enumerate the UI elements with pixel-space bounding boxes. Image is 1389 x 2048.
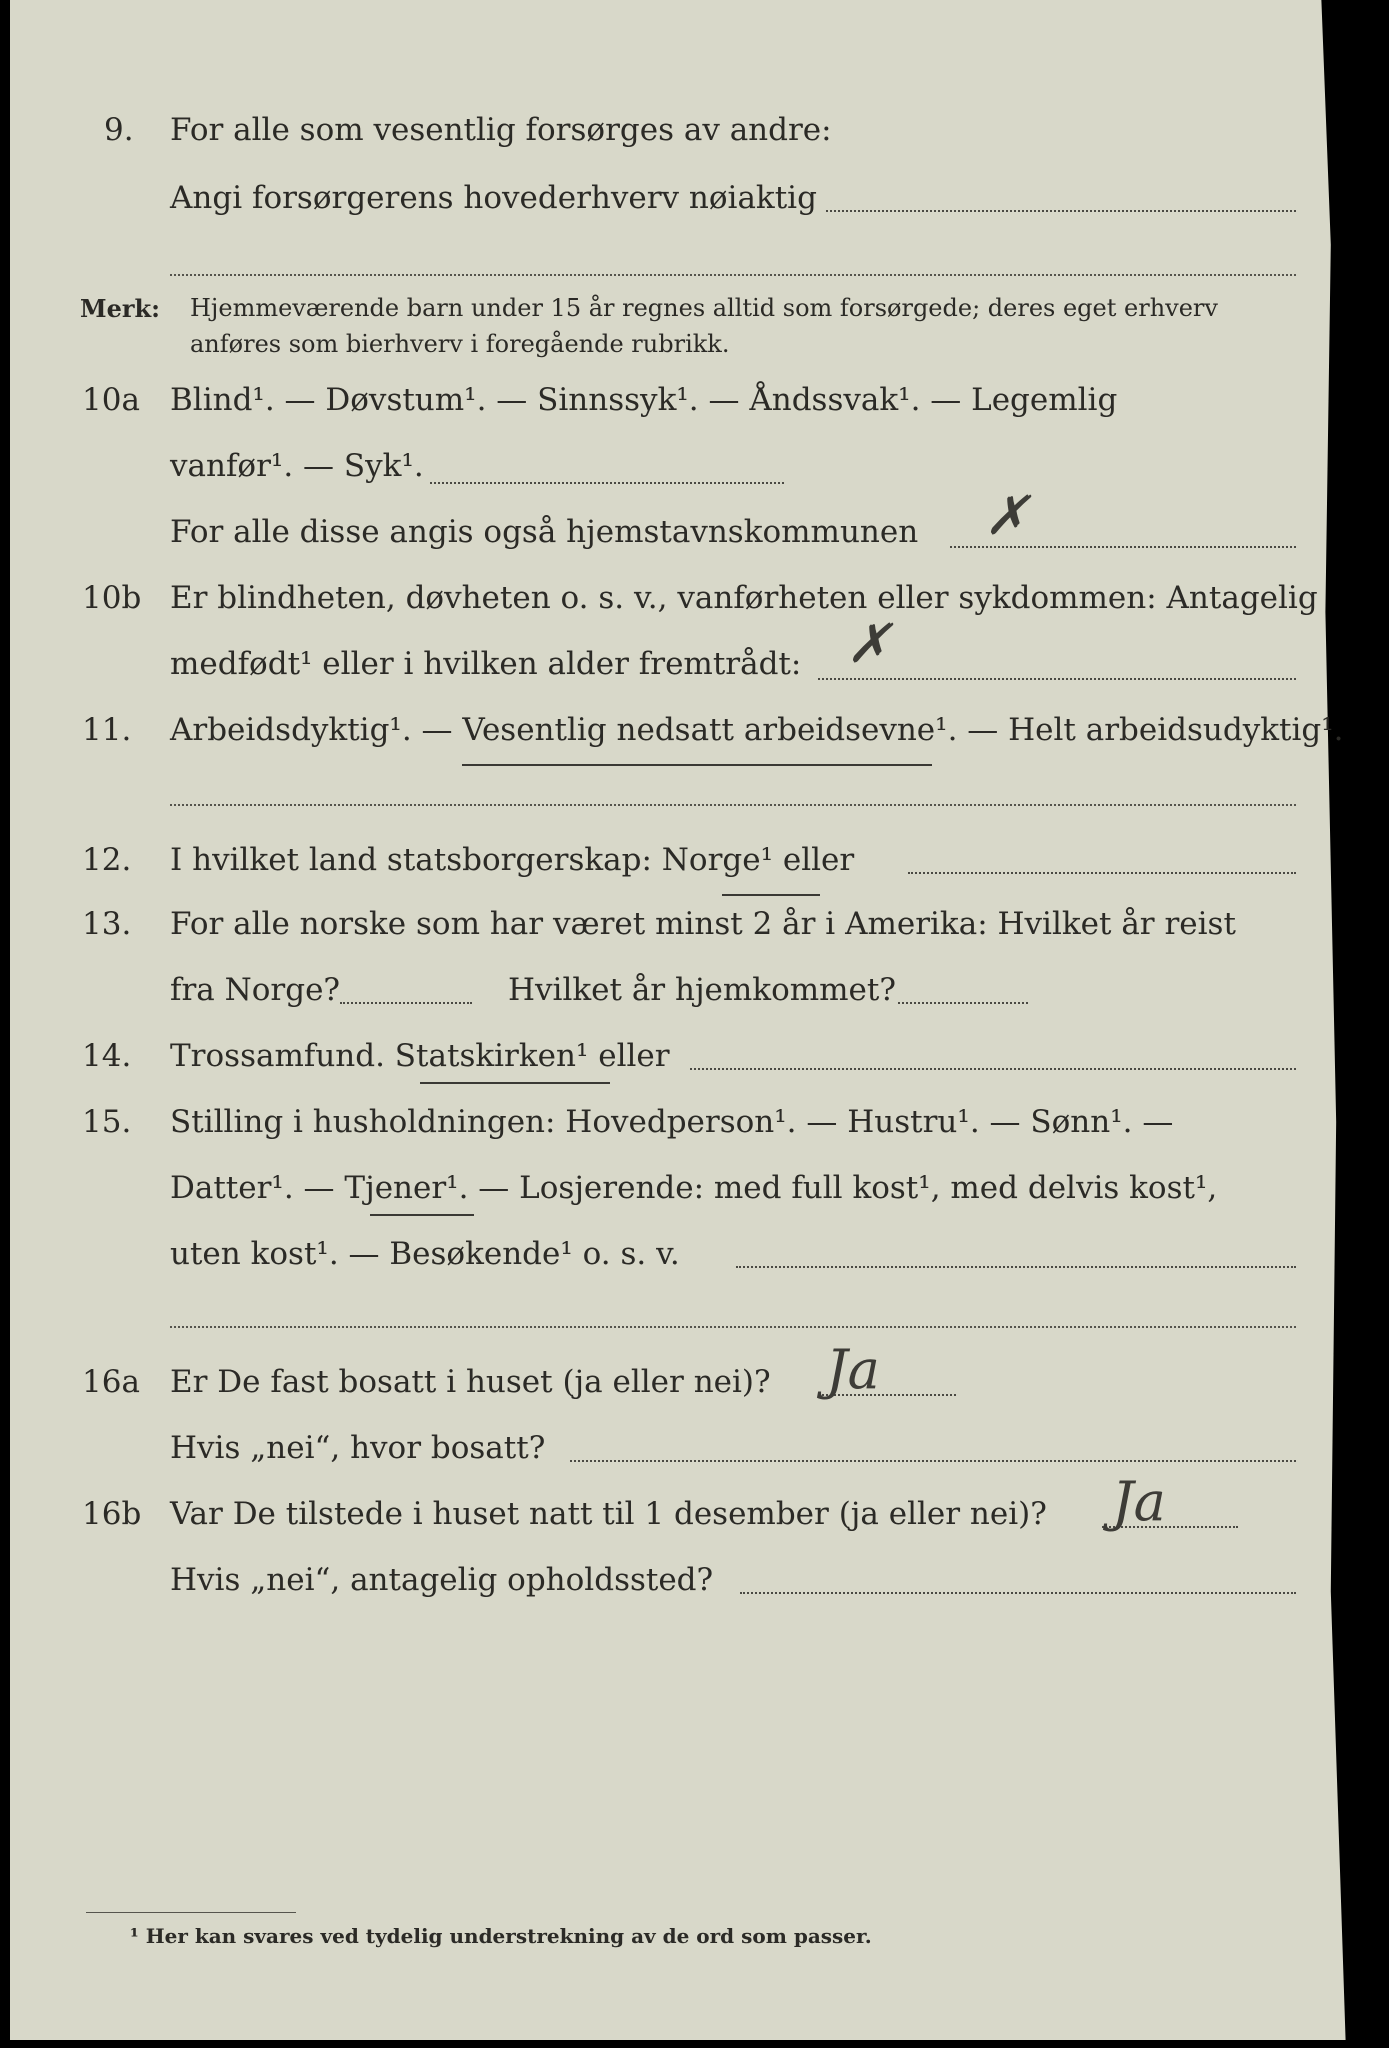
q16a-number: 16a — [82, 1364, 140, 1400]
q13-hjemkommet-line[interactable] — [898, 1002, 1028, 1004]
q16b-number: 16b — [82, 1496, 142, 1532]
q11-number: 11. — [82, 712, 132, 748]
q15-answer-line[interactable] — [736, 1266, 1296, 1268]
footnote-rule — [86, 1912, 296, 1913]
footnote: ¹ Her kan svares ved tydelig understrekning av de ord som passer. — [130, 1924, 872, 1948]
q16a-answer: Ja — [826, 1338, 880, 1401]
q13-text2a: fra Norge? — [170, 972, 341, 1008]
q12-answer-line[interactable] — [908, 872, 1296, 874]
q14-text1: Trossamfund. Statskirken¹ eller — [170, 1038, 670, 1074]
q9-number: 9. — [104, 112, 134, 148]
q15-line1 — [0, 1104, 1389, 1164]
q15-underline — [370, 1214, 474, 1216]
q10a-line3 — [0, 514, 1389, 574]
q13-text1: For alle norske som har været minst 2 år i Amerika: Hvilket år reist — [170, 906, 1236, 942]
q9-extra-line[interactable] — [170, 274, 1296, 276]
merk-label: Merk: — [80, 294, 160, 323]
q11-line1 — [0, 712, 1389, 772]
q15-number: 15. — [82, 1104, 132, 1140]
q12-underline — [722, 894, 820, 896]
q15-line2 — [0, 1170, 1389, 1230]
q10a-text1: Blind¹. — Døvstum¹. — Sinnssyk¹. — Åndssvak¹. — Legemlig — [170, 382, 1118, 418]
q10b-answer-mark: ✗ — [846, 612, 892, 675]
q16b-text1: Var De tilstede i huset natt til 1 desember (ja eller nei)? — [170, 1496, 1047, 1532]
q10b-line1 — [0, 580, 1389, 640]
q16a-bosatt-line[interactable] — [570, 1460, 1296, 1462]
q11-extra-line[interactable] — [170, 804, 1296, 806]
q16a-text2: Hvis „nei“, hvor bosatt? — [170, 1430, 546, 1466]
q10a-line1 — [0, 382, 1389, 442]
q13-reist-line[interactable] — [340, 1002, 472, 1004]
merk-text2: anføres som bierhverv i foregående rubrikk. — [190, 330, 730, 358]
q10b-answer-line[interactable] — [818, 678, 1296, 680]
q16a-line1 — [0, 1364, 1389, 1424]
q11-text1: Arbeidsdyktig¹. — Vesentlig nedsatt arbeidsevne¹. — Helt arbeidsudyktig¹. — [170, 712, 1344, 748]
q14-answer-line[interactable] — [690, 1068, 1296, 1070]
q12-text1: I hvilket land statsborgerskap: Norge¹ eller — [170, 842, 855, 878]
q10b-number: 10b — [82, 580, 142, 616]
q13-line2 — [0, 972, 1389, 1032]
q15-extra-line[interactable] — [170, 1326, 1296, 1328]
q9-text1: For alle som vesentlig forsørges av andre: — [170, 112, 832, 148]
q10a-text3: For alle disse angis også hjemstavnskommunen — [170, 514, 919, 550]
q13-line1 — [0, 906, 1389, 966]
q10a-text2: vanfør¹. — Syk¹. — [170, 448, 424, 484]
q10a-syk-line[interactable] — [430, 482, 784, 484]
q16b-opholdssted-line[interactable] — [740, 1592, 1296, 1594]
q15-text2: Datter¹. — Tjener¹. — Losjerende: med full kost¹, med delvis kost¹, — [170, 1170, 1218, 1206]
q10b-text2: medfødt¹ eller i hvilken alder fremtrådt: — [170, 646, 802, 682]
q16a-text1: Er De fast bosatt i huset (ja eller nei)? — [170, 1364, 771, 1400]
q14-number: 14. — [82, 1038, 132, 1074]
q13-text2b: Hvilket år hjemkommet? — [508, 972, 896, 1008]
q12-number: 12. — [82, 842, 132, 878]
q15-text1: Stilling i husholdningen: Hovedperson¹. — Hustru¹. — Sønn¹. — — [170, 1104, 1174, 1140]
q10b-text1: Er blindheten, døvheten o. s. v., vanførheten eller sykdommen: Antagelig — [170, 580, 1318, 616]
q9-line1 — [0, 112, 1389, 172]
q10b-line2 — [0, 646, 1389, 706]
q11-underline — [462, 764, 932, 766]
q9-text2: Angi forsørgerens hovederhverv nøiaktig — [170, 180, 817, 216]
merk-text1: Hjemmeværende barn under 15 år regnes alltid som forsørgede; deres eget erhverv — [190, 294, 1218, 322]
q14-underline — [420, 1082, 610, 1084]
q10a-answer-mark: ✗ — [984, 484, 1030, 547]
q10a-number: 10a — [82, 382, 140, 418]
q16b-text2: Hvis „nei“, antagelig opholdssted? — [170, 1562, 714, 1598]
q13-number: 13. — [82, 906, 132, 942]
q10a-line2 — [0, 448, 1389, 508]
q16b-answer: Ja — [1112, 1470, 1166, 1533]
q9-answer-line[interactable] — [826, 210, 1296, 212]
q15-text3: uten kost¹. — Besøkende¹ o. s. v. — [170, 1236, 680, 1272]
